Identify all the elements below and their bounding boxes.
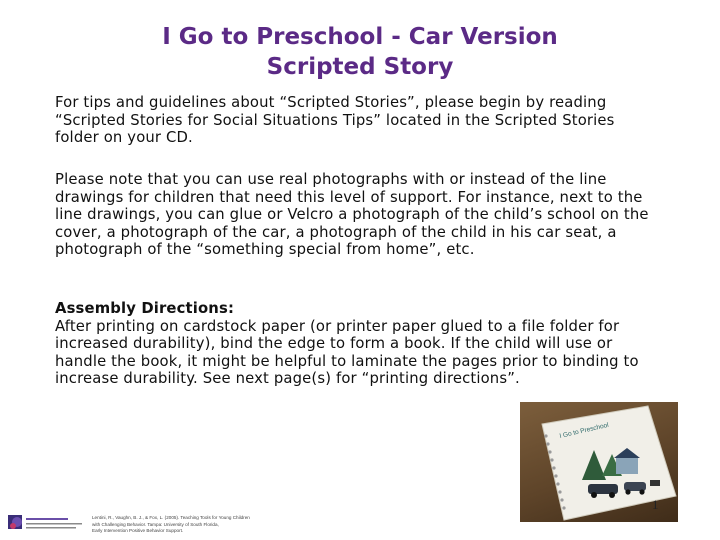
citation-line-1: Lentini, R., Vaughn, B. J., & Fox, L. (2005). Teaching Tools for Young Children [92,515,250,520]
citation-line-3: Early Intervention Positive Behavior Support. [92,528,184,534]
title-line-1: I Go to Preschool - Car Version [162,24,558,50]
page-number: 1 [652,497,659,512]
assembly-paragraph: After printing on cardstock paper (or printer paper glued to a file folder for increased durability), bind the edge to form a book. If the child will use or handle the book, it might be helpful to laminate the pages prior to binding to increase durability. See next page(s) for “printing directions”. [55,317,639,387]
assembly-section [55,300,655,388]
note-paragraph: Please note that you can use real photographs with or instead of the line drawings for children that need this level of support. For instance, next to the line drawings, you can glue or Velcro a photograph of the child’s school on the cover, a photograph of the car, a photograph of the child in his car seat, a photograph of the “something special from home”, etc. [55,171,649,258]
citation-line-2: with Challenging Behavior. Tampa: University of South Florida, [92,521,219,527]
tips-paragraph: For tips and guidelines about “Scripted Stories”, please begin by reading “Scripted Stories for Social Situations Tips” located in the Scripted Stories folder on your CD. [55,94,615,146]
assembly-heading: Assembly Directions: [55,300,235,317]
footer-logo [8,513,86,533]
footer-citation [92,515,322,535]
book-cover-text: I Go to Preschool [558,421,610,440]
page-title [0,22,720,82]
title-line-2: Scripted Story [266,54,454,80]
